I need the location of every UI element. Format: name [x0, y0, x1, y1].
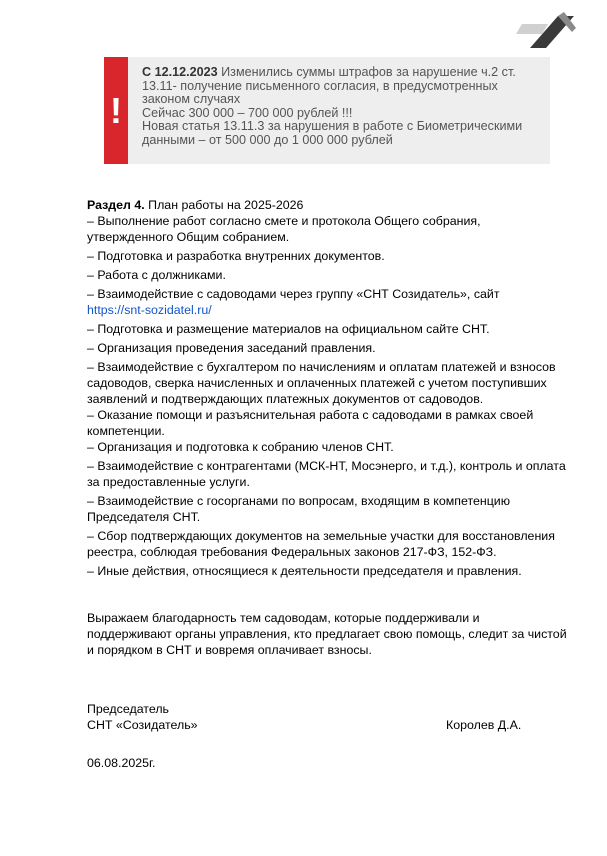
signature-role: Председатель — [87, 702, 170, 716]
work-item: – Организация проведения заседаний правления. — [87, 341, 376, 355]
work-item: – Взаимодействие с садоводами через группу «СНТ Созидатель», сайт https://snt-sozidatel.ru/ — [87, 287, 500, 317]
work-item: – Взаимодействие с контрагентами (МСК-НТ, Мосэнерго, и т.д.), контроль и оплата за предоставленные услуги. — [87, 459, 566, 489]
work-item: – Подготовка и размещение материалов на официальном сайте СНТ. — [87, 322, 490, 336]
document-body — [87, 197, 567, 771]
exclamation-icon: ! — [110, 89, 122, 131]
notice-date: С 12.12.2023 — [142, 65, 218, 79]
work-item: – Оказание помощи и разъяснительная работа с садоводами в рамках своей компетенции. — [87, 408, 534, 438]
house-logo-icon — [512, 12, 576, 48]
notice-line-1: С 12.12.2023 Изменились суммы штрафов за нарушение ч.2 ст. 13.11- получение письменного согласия, в предусмотренных законом случаях — [142, 65, 516, 107]
site-link[interactable]: https://snt-sozidatel.ru/ — [87, 303, 212, 317]
work-item: – Работа с должниками. — [87, 268, 226, 282]
work-item: – Взаимодействие с бухгалтером по начислениям и оплатам платежей и взносов садоводов, сверка начисленных и оплаченных платежей с учетом поступивших заявлений и подтверждающих платежных документов от садоводов. — [87, 360, 556, 406]
notice-text — [142, 66, 546, 148]
thanks-paragraph: Выражаем благодарность тем садоводам, которые поддерживали и поддерживают органы управления, кто предлагает свою помощь, следит за чистой и порядком в СНТ и вовремя оплачивает взносы. — [87, 611, 567, 657]
notice-line-2: Сейчас 300 000 – 700 000 рублей !!! — [142, 105, 353, 120]
signature-row — [87, 717, 567, 733]
signature-org: СНТ «Созидатель» — [87, 718, 198, 732]
work-item: – Выполнение работ согласно смете и протокола Общего собрания, утвержденного Общим собранием. — [87, 214, 481, 244]
signature-name: Королев Д.А. — [446, 718, 522, 732]
work-item: – Взаимодействие с госорганами по вопросам, входящим в компетенцию Председателя СНТ. — [87, 494, 511, 524]
section-title: Раздел 4. План работы на 2025-2026 — [87, 198, 304, 212]
work-item: – Сбор подтверждающих документов на земельные участки для восстановления реестра, соблюдая требования Федеральных законов 217-ФЗ, 152-ФЗ. — [87, 529, 555, 559]
fine-notice-box — [104, 57, 550, 164]
notice-line-3: Новая статья 13.11.3 за нарушения в работе с Биометрическими данными – от 500 000 до 1 000 000 рублей — [142, 119, 523, 147]
work-item: – Организация и подготовка к собранию членов СНТ. — [87, 440, 394, 454]
work-item: – Подготовка и разработка внутренних документов. — [87, 249, 385, 263]
work-item: – Иные действия, относящиеся к деятельности председателя и правления. — [87, 564, 522, 578]
signature-date: 06.08.2025г. — [87, 756, 156, 770]
